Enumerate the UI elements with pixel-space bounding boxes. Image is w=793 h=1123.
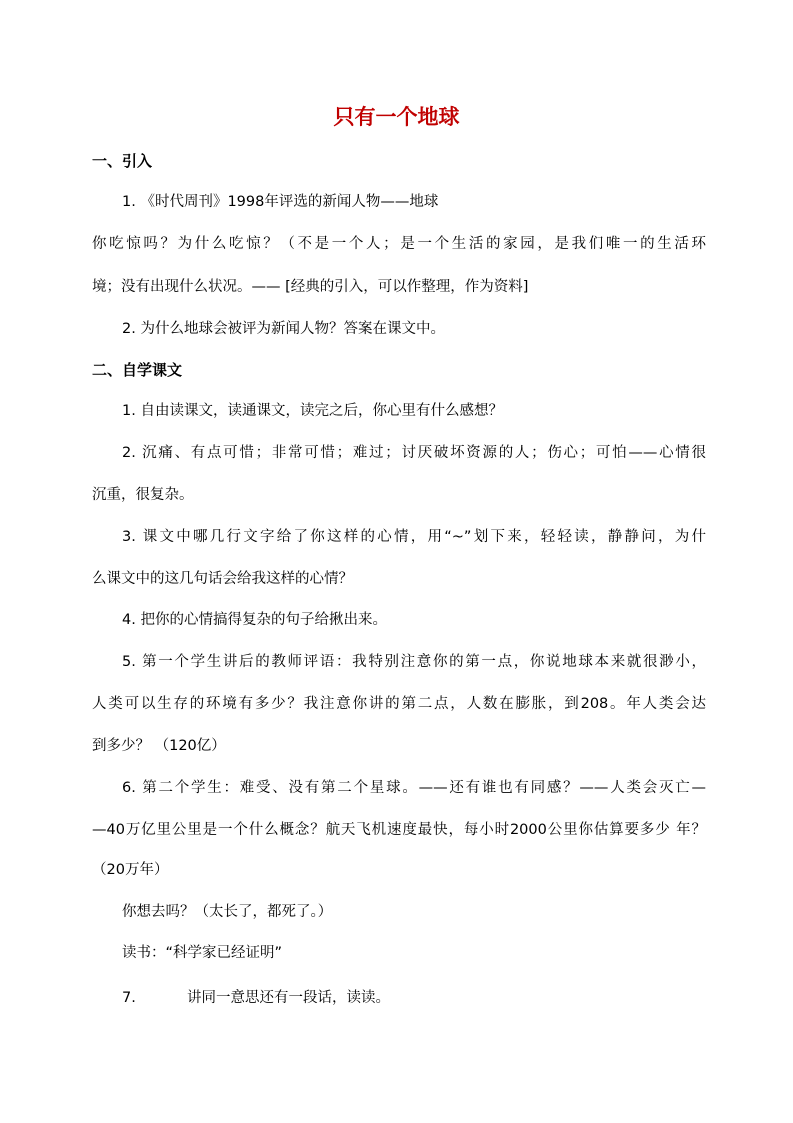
study-read-paragraph: 读书：“科学家已经证明” — [122, 945, 283, 961]
study-item-6-line-3: （20万年） — [92, 862, 169, 878]
study-item-7-text: 讲同一意思还有一段话，读读。 — [187, 990, 390, 1006]
study-think-paragraph: 你想去吗？（太长了，都死了。） — [122, 904, 333, 920]
intro-paragraph-line-1: 你吃惊吗？为什么吃惊？（不是一个人；是一个生活的家园，是我们唯一的生活环 — [92, 236, 706, 252]
section-heading-self-study: 二、自学课文 — [92, 361, 183, 379]
study-item-3-line-2: 么课文中的这几句话会给我这样的心情？ — [92, 571, 353, 587]
study-item-6-line-2: —40万亿里公里是一个什么概念？航天飞机速度最快，每小时2000公里你估算要多少 年？ — [92, 822, 706, 838]
page-title: 只有一个地球 — [333, 104, 460, 129]
study-item-4: 4. 把你的心情搞得复杂的句子给揪出来。 — [122, 612, 387, 628]
study-item-5-line-3: 到多少？ （120亿） — [92, 738, 226, 754]
intro-item-2: 2. 为什么地球会被评为新闻人物？答案在课文中。 — [122, 321, 445, 337]
study-item-7-number: 7. — [122, 990, 136, 1006]
study-item-5-line-2: 人类可以生存的环境有多少？我注意你讲的第二点，人数在膨胀，到208。年人类会达 — [92, 696, 706, 712]
study-item-2-line-2: 沉重，很复杂。 — [92, 487, 194, 503]
study-item-5-line-1: 5. 第一个学生讲后的教师评语：我特别注意你的第一点，你说地球本来就很渺小， — [122, 654, 706, 670]
intro-paragraph-line-2: 境；没有出现什么状况。—— [经典的引入，可以作整理，作为资料] — [92, 279, 529, 295]
section-heading-introduction: 一、引入 — [92, 152, 153, 170]
study-item-6-line-1: 6. 第二个学生：难受、没有第二个星球。——还有谁也有同感？——人类会灭亡— — [122, 780, 706, 796]
study-item-2-line-1: 2. 沉痛、有点可惜；非常可惜；难过；讨厌破坏资源的人；伤心；可怕——心情很 — [122, 445, 706, 461]
study-item-3-line-1: 3. 课文中哪几行文字给了你这样的心情，用“~”划下来，轻轻读，静静问，为什 — [122, 529, 706, 545]
study-item-1: 1. 自由读课文，读通课文，读完之后，你心里有什么感想？ — [122, 403, 503, 419]
intro-item-1: 1. 《时代周刊》1998年评选的新闻人物——地球 — [122, 194, 439, 210]
